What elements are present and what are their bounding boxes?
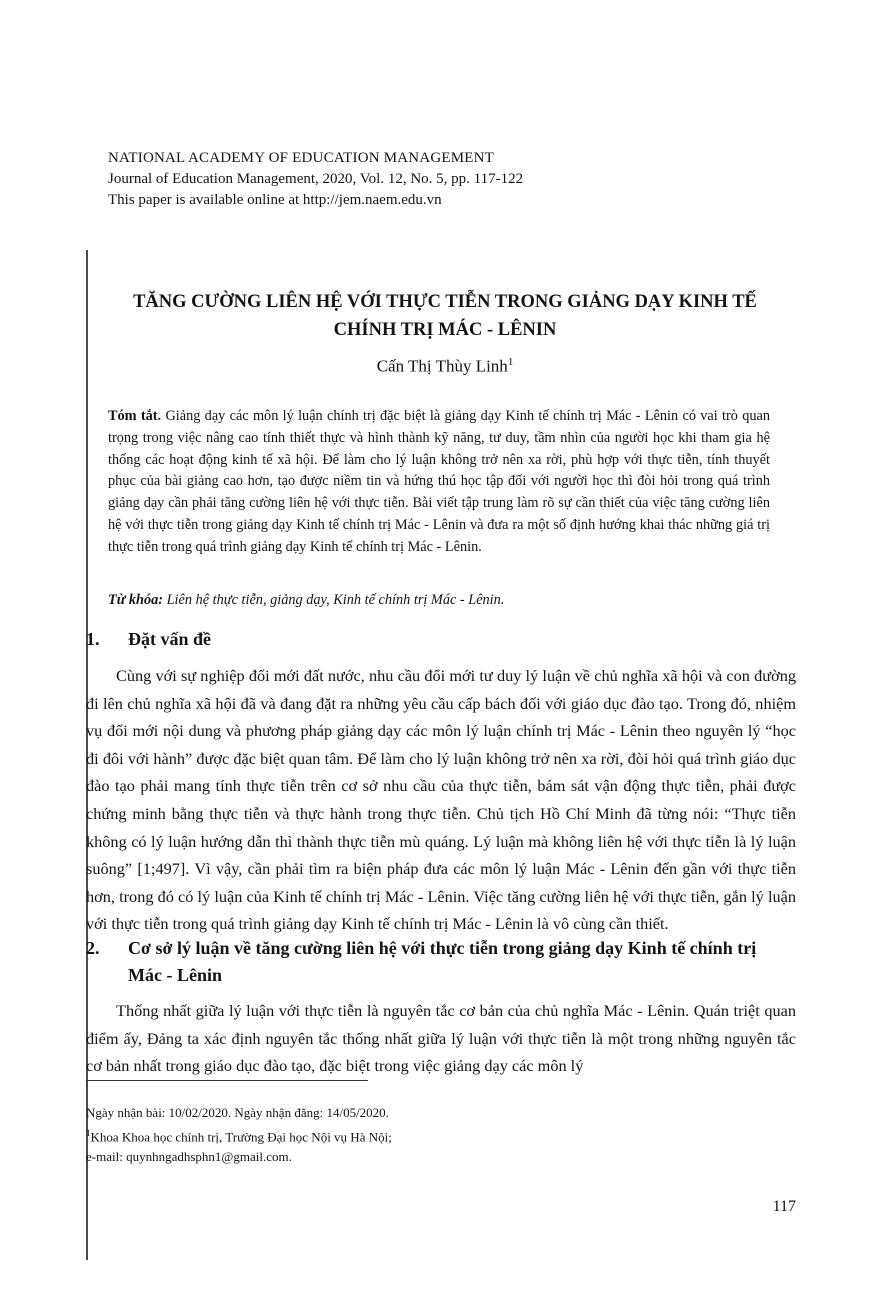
page-number: 117: [772, 1198, 796, 1215]
footnote-affiliation-line: [86, 1123, 786, 1147]
section-2-number: 2.: [86, 938, 100, 958]
section-2-title: Cơ sở lý luận về tăng cường liên hệ với thực tiễn trong giảng dạy Kinh tế chính trị Mác - Lênin: [128, 938, 757, 985]
section-1-paragraph: Cùng với sự nghiệp đổi mới đất nước, nhu cầu đổi mới tư duy lý luận về chủ nghĩa xã hội và con đường đi lên chủ nghĩa xã hội đã và đang đặt ra những yêu cầu cấp bách đối với giáo dục đào tạo. Trong đó, nhiệm vụ đổi mới nội dung và phương pháp giảng dạy các môn lý luận chính trị Mác - Lênin theo nguyên lý “học đi đôi với hành” được đặc biệt quan tâm. Để làm cho lý luận không trở nên xa rời, đòi hỏi quá trình giáo dục đào tạo phải mang tính thực tiễn trên cơ sở nhu cầu của thực tiễn, bám sát vận động thực tiễn, phải được chứng minh bằng thực tiễn và thực hành trong thực tiễn. Chủ tịch Hồ Chí Minh đã từng nói: “Thực tiễn không có lý luận hướng dẫn thì thành thực tiễn mù quáng. Lý luận mà không liên hệ với thực tiễn là lý luận suông” [1;497]. Vì vậy, cần phải tìm ra biện pháp đưa các môn lý luận Mác - Lênin đến gần với thực tiễn hơn, trong đó có lý luận của Kinh tế chính trị Mác - Lênin. Việc tăng cường liên hệ với thực tiễn, gắn lý luận với thực tiễn trong quá trình giảng dạy Kinh tế chính trị Mác - Lênin là vô cùng cần thiết.: [86, 666, 796, 934]
author-name: Cấn Thị Thùy Linh: [376, 356, 508, 376]
section-2-paragraph: Thống nhất giữa lý luận với thực tiễn là nguyên tắc cơ bản của chủ nghĩa Mác - Lênin. Quán triệt quan điểm ấy, Đảng ta xác định nguyên tắc thống nhất giữa lý luận với thực tiễn là một trong những nguyên tắc cơ bản nhất trong giáo dục đào tạo, đặc biệt trong việc giảng dạy các môn lý: [86, 1001, 796, 1076]
author-line: [100, 356, 790, 377]
section-1-title: Đặt vấn đề: [128, 629, 212, 649]
abstract-text: Giảng dạy các môn lý luận chính trị đặc biệt là giảng dạy Kinh tế chính trị Mác - Lênin có vai trò quan trọng trong việc nâng cao tính thiết thực và hình thành kỹ năng, tư duy, tầm nhìn của người học khi tham gia hệ thống các hoạt động kinh tế xã hội. Để làm cho lý luận không trở nên xa rời, phù hợp với thực tiễn, tính thuyết phục của bài giảng cao hơn, tạo được niềm tin và hứng thú học tập đối với người học thì đòi hỏi trong quá trình giảng dạy cần phải tăng cường liên hệ với thực tiễn. Bài viết tập trung làm rõ sự cần thiết của việc tăng cường liên hệ với thực tiễn trong giảng dạy Kinh tế chính trị Mác - Lênin và đưa ra một số định hướng khai thác những giá trị thực tiễn trong quá trình giảng dạy Kinh tế chính trị Mác - Lênin.: [108, 408, 770, 555]
section-1-heading: [86, 626, 796, 653]
abstract: [108, 406, 770, 559]
footnote-email: e-mail: quynhngadhsphn1@gmail.com.: [86, 1149, 292, 1165]
footnote-dates: Ngày nhận bài: 10/02/2020. Ngày nhận đăng: 14/05/2020.: [86, 1105, 389, 1120]
availability-note: This paper is available online at http://jem.naem.edu.vn: [108, 192, 442, 208]
footnotes: [86, 1103, 786, 1167]
footnote-affiliation: Khoa Khoa học chính trị, Trường Đại học Nội vụ Hà Nội;: [90, 1129, 392, 1145]
footnote-divider: [86, 1080, 368, 1081]
paper-title: [100, 288, 790, 344]
title-line-1: TĂNG CƯỜNG LIÊN HỆ VỚI THỰC TIỄN TRONG GIẢNG DẠY KINH TẾ: [133, 292, 757, 312]
keywords-text: Liên hệ thực tiễn, giảng dạy, Kinh tế chính trị Mác - Lênin.: [166, 592, 505, 608]
section-2-heading: [86, 935, 796, 989]
journal-header: [108, 148, 668, 211]
abstract-label: Tóm tắt.: [108, 408, 162, 424]
keywords-label: Từ khóa:: [108, 592, 164, 608]
author-affiliation-mark: 1: [507, 356, 514, 368]
footnote-affiliation-mark: 1: [86, 1128, 91, 1138]
journal-citation: Journal of Education Management, 2020, Vol. 12, No. 5, pp. 117-122: [108, 171, 524, 187]
title-line-2: CHÍNH TRỊ MÁC - LÊNIN: [333, 320, 557, 340]
keywords: [108, 592, 770, 609]
institution-name: NATIONAL ACADEMY OF EDUCATION MANAGEMENT: [108, 150, 495, 166]
section-1-number: 1.: [86, 629, 100, 649]
